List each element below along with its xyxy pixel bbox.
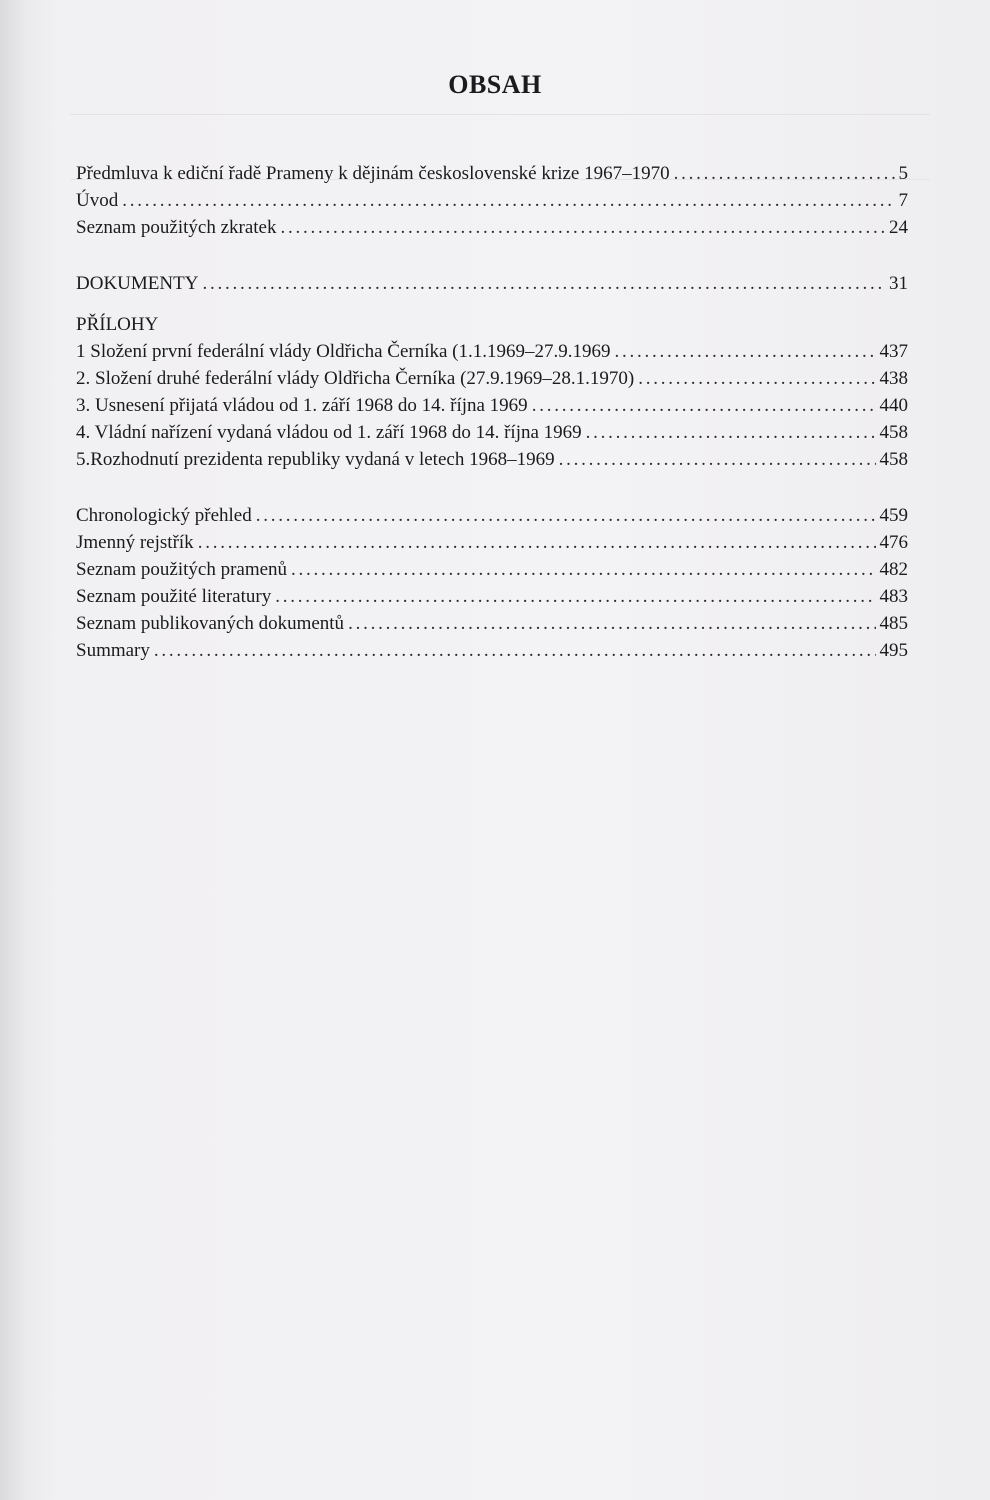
toc-entry-label: Seznam použitých pramenů (76, 559, 288, 580)
toc-entry-page: 24 (889, 217, 908, 238)
toc-entry[interactable] (76, 338, 908, 365)
toc-entry-label: Seznam použité literatury (76, 586, 272, 607)
toc-entry[interactable] (76, 392, 908, 419)
toc-entry[interactable] (76, 214, 908, 241)
toc-entry[interactable] (76, 529, 908, 556)
toc-entry[interactable] (76, 502, 908, 529)
dot-leader (280, 214, 885, 241)
toc-entry-label: 1 Složení první federální vlády Oldřicha Černíka (1.1.1969–27.9.1969 (76, 341, 611, 362)
toc-entry-label: Chronologický přehled (76, 505, 252, 526)
dot-leader (532, 392, 876, 419)
toc-entry-label: 5.Rozhodnutí prezidenta republiky vydaná v letech 1968–1969 (76, 449, 555, 470)
toc-entry-page: 476 (879, 532, 908, 553)
toc-entry[interactable] (76, 446, 908, 473)
toc-entry-page: 5 (898, 163, 908, 184)
toc-entry-label: 3. Usnesení přijatá vládou od 1. září 1968 do 14. října 1969 (76, 395, 528, 416)
toc-entry[interactable] (76, 187, 908, 214)
dot-leader (638, 365, 875, 392)
toc-entry-page: 483 (879, 586, 908, 607)
dot-leader (586, 419, 876, 446)
toc-entry-label: Seznam použitých zkratek (76, 217, 277, 238)
dot-leader (275, 583, 875, 610)
toc-entry-page: 485 (879, 613, 908, 634)
toc-entry-page: 459 (879, 505, 908, 526)
toc-entry-page: 482 (879, 559, 908, 580)
appendix-heading: PŘÍLOHY (76, 314, 159, 335)
table-of-contents (76, 160, 908, 664)
dot-leader (674, 160, 895, 187)
toc-entry-page: 440 (879, 395, 908, 416)
dot-leader (348, 610, 875, 637)
toc-entry-label: Úvod (76, 190, 119, 211)
toc-entry[interactable] (76, 556, 908, 583)
toc-entry-label: 2. Složení druhé federální vlády Oldřicha Černíka (27.9.1969–28.1.1970) (76, 368, 635, 389)
dot-leader (291, 556, 875, 583)
toc-entry-label: Předmluva k ediční řadě Prameny k dějinám československé krize 1967–1970 (76, 163, 670, 184)
dot-leader (615, 338, 876, 365)
toc-entry-page: 458 (879, 449, 908, 470)
toc-entry-page: 31 (889, 273, 908, 294)
toc-group-indexes (76, 502, 908, 664)
toc-entry[interactable] (76, 365, 908, 392)
toc-entry-label: Jmenný rejstřík (76, 532, 194, 553)
toc-entry[interactable] (76, 270, 908, 297)
toc-entry-page: 438 (879, 368, 908, 389)
toc-entry-label: Seznam publikovaných dokumentů (76, 613, 345, 634)
dot-leader (122, 187, 894, 214)
toc-entry-page: 7 (898, 190, 908, 211)
toc-entry-page: 495 (879, 640, 908, 661)
page-gutter-shadow (0, 0, 28, 1500)
toc-entry[interactable] (76, 637, 908, 664)
toc-entry[interactable] (76, 160, 908, 187)
toc-group-documents (76, 270, 908, 297)
dot-leader (256, 502, 876, 529)
toc-entry-label: DOKUMENTY (76, 273, 199, 294)
toc-entry-label: 4. Vládní nařízení vydaná vládou od 1. září 1968 do 14. října 1969 (76, 422, 582, 443)
dot-leader (559, 446, 876, 473)
toc-entry-page: 437 (879, 341, 908, 362)
dot-leader (202, 270, 885, 297)
toc-entry-page: 458 (879, 422, 908, 443)
dot-leader (198, 529, 876, 556)
toc-entry[interactable] (76, 583, 908, 610)
toc-group-appendix (76, 311, 908, 473)
toc-entry[interactable] (76, 419, 908, 446)
toc-group-front-matter (76, 160, 908, 241)
toc-title: OBSAH (448, 70, 542, 99)
dot-leader (154, 637, 876, 664)
toc-entry[interactable] (76, 610, 908, 637)
toc-entry-label: Summary (76, 640, 150, 661)
